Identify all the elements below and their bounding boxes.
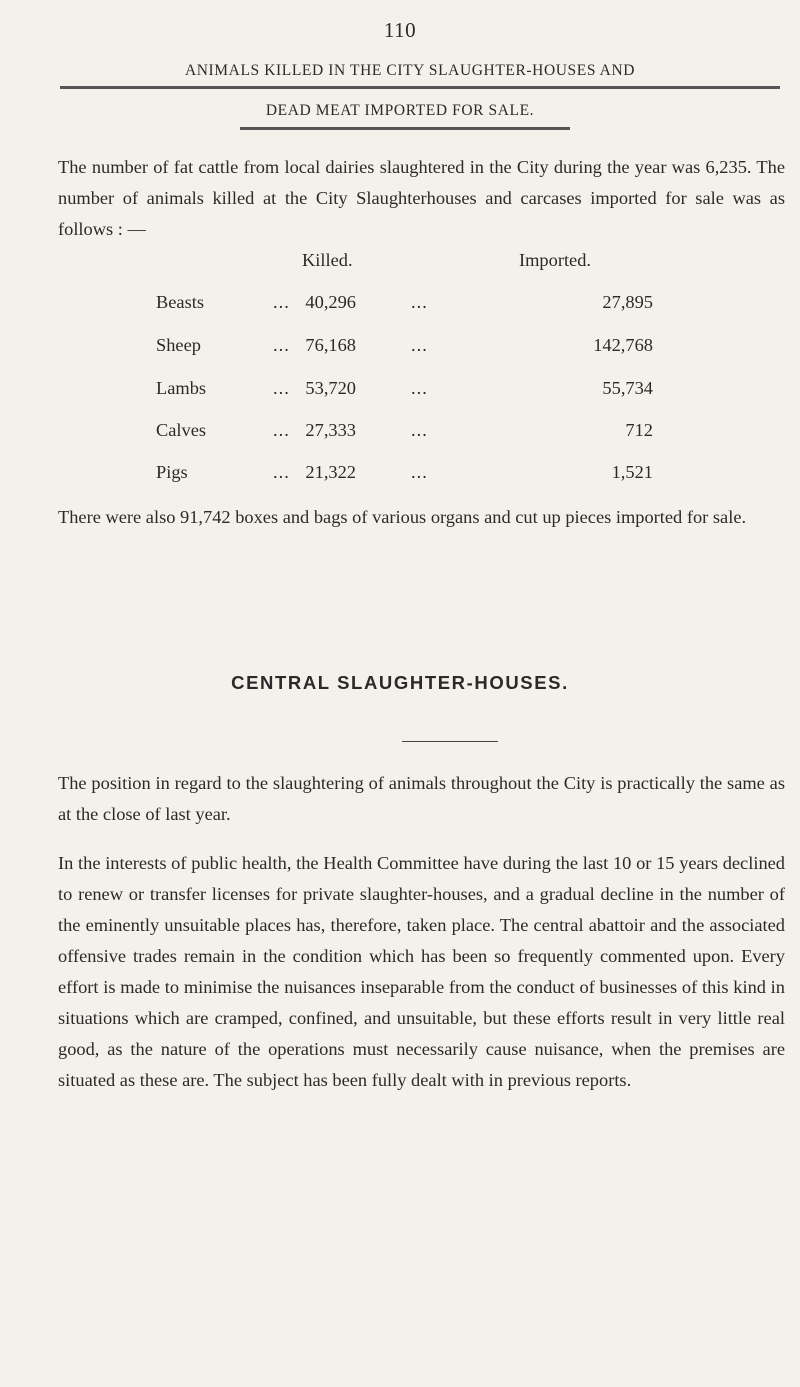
table-row	[0, 335, 800, 365]
row-killed: 21,322	[305, 462, 356, 482]
leader-dots: ...	[273, 378, 290, 398]
leader-dots: ...	[411, 335, 428, 355]
table-header-row	[0, 250, 800, 280]
leader-dots: ...	[273, 292, 290, 312]
row-killed: 40,296	[305, 292, 356, 312]
row-imported: 142,768	[593, 335, 653, 355]
row-animal: Lambs	[156, 378, 207, 398]
row-imported: 1,521	[611, 462, 653, 482]
leader-dots: ...	[273, 420, 290, 440]
table-row	[0, 292, 800, 322]
section-paragraph-1: The position in regard to the slaughtering of animals throughout the City is practically the same as at the close of last year.	[58, 773, 785, 824]
leader-dots: ...	[411, 378, 428, 398]
row-animal: Pigs	[156, 462, 188, 482]
row-animal: Sheep	[156, 335, 201, 355]
after-table-paragraph: There were also 91,742 boxes and bags of various organs and cut up pieces imported for sale.	[58, 507, 747, 527]
leader-dots: ...	[273, 335, 290, 355]
section-divider	[402, 741, 498, 742]
header-killed: Killed.	[302, 250, 353, 270]
page-number: 110	[383, 18, 417, 42]
title-underline-1	[60, 86, 780, 89]
table-row	[0, 420, 800, 450]
section-paragraph-2: In the interests of public health, the Health Committee have during the last 10 or 15 years declined to renew or transfer licenses for private slaughter-houses, and a gradual decline in the number of the eminently unsuitable places has, therefore, taken place. The central abattoir and the associated offensive trades remain in the condition which has been so frequently commented upon. Every effort is made to minimise the nuisances inseparable from the conduct of businesses of this kind in situations which are cramped, confined, and unsuitable, but these efforts result in very little real good, as the nature of the operations must necessarily cause nuisance, when the premises are situated as these are. The subject has been fully dealt with in previous reports.	[58, 853, 785, 1090]
row-imported: 55,734	[602, 378, 653, 398]
leader-dots: ...	[411, 462, 428, 482]
leader-dots: ...	[411, 420, 428, 440]
row-imported: 27,895	[602, 292, 653, 312]
row-animal: Beasts	[156, 292, 205, 312]
row-animal: Calves	[156, 420, 207, 440]
report-title-line-1: ANIMALS KILLED IN THE CITY SLAUGHTER-HOUSES AND	[184, 62, 636, 79]
section-heading: CENTRAL SLAUGHTER-HOUSES.	[231, 672, 569, 693]
title-underline-2	[240, 127, 570, 130]
report-title-line-2: DEAD MEAT IMPORTED FOR SALE.	[265, 102, 535, 119]
row-killed: 53,720	[305, 378, 356, 398]
header-imported: Imported.	[519, 250, 592, 270]
table-row	[0, 462, 800, 492]
row-killed: 76,168	[305, 335, 356, 355]
intro-paragraph: The number of fat cattle from local dairies slaughtered in the City during the year was 6,235. The number of animals killed at the City Slaughterhouses and carcases imported for sale was as follows : —	[58, 157, 785, 239]
leader-dots: ...	[273, 462, 290, 482]
row-killed: 27,333	[305, 420, 356, 440]
row-imported: 712	[625, 420, 653, 440]
leader-dots: ...	[411, 292, 428, 312]
table-row	[0, 378, 800, 408]
